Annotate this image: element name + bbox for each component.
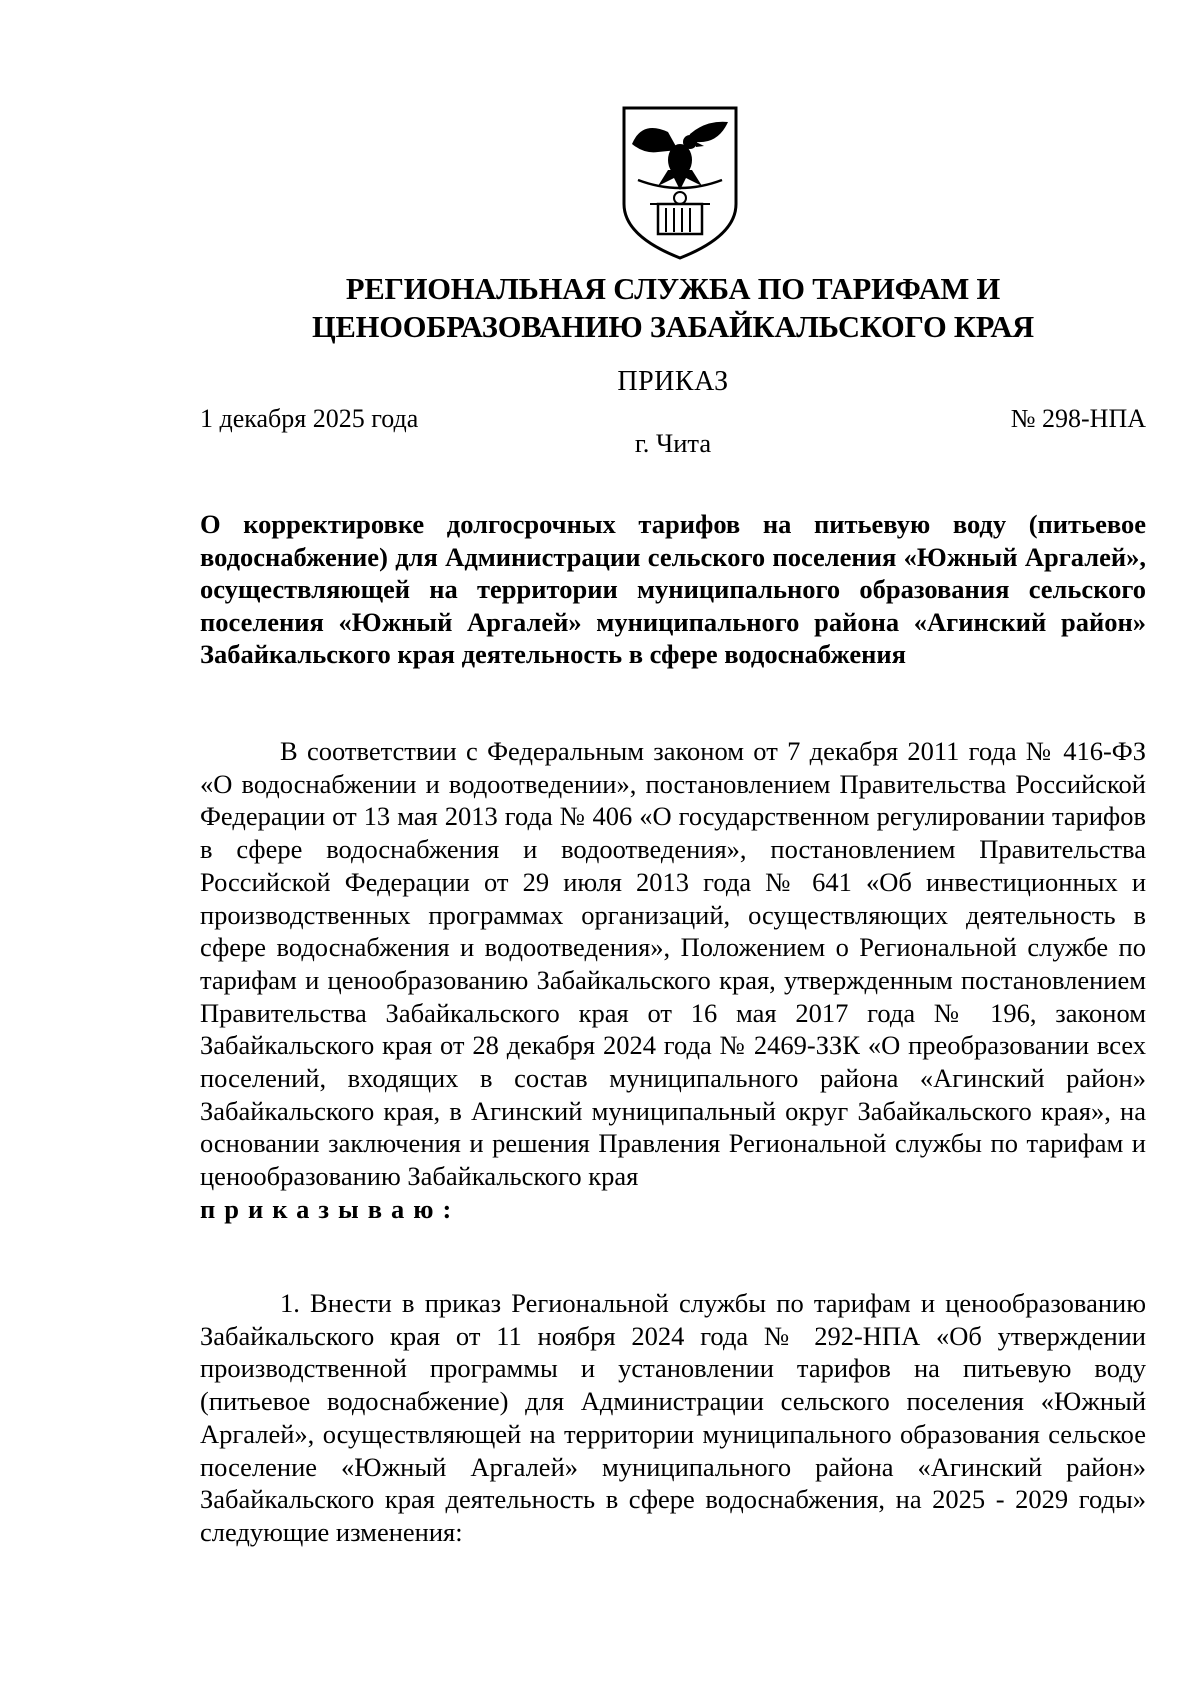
document-number: № 298-НПА — [1010, 404, 1146, 433]
document-city: г. Чита — [634, 428, 712, 458]
agency-title-line-1: РЕГИОНАЛЬНАЯ СЛУЖБА ПО ТАРИФАМ И — [345, 272, 1001, 306]
agency-title-line-2: ЦЕНООБРАЗОВАНИЮ ЗАБАЙКАЛЬСКОГО КРАЯ — [312, 310, 1034, 344]
preamble-text: В соответствии с Федеральным законом от 7 декабря 2011 года № 416-ФЗ «О водоснабжении и водоотведении», постановлением Правительства Российской Федерации от 13 мая 2013 года № 406 «О государственном регулировании тарифов в сфере водоснабжения и водоотведения», постановлением Правительства Российской Федерации от 29 июля 2013 года № 641 «Об инвестиционных и производственных программах организаций, осуществляющих деятельность в сфере водоснабжения и водоотведения», Положением о Региональной службе по тарифам и ценообразованию Забайкальского края, утвержденным постановлением Правительства Забайкальского края от 16 мая 2017 года № 196, законом Забайкальского края от 28 декабря 2024 года № 2469-ЗЗК «О преобразовании всех поселений, входящих в состав муниципального района «Агинский район» Забайкальского края, в Агинский муниципальный округ Забайкальского края», на основании заключения и решения Правления Региональной службы по тарифам и ценообразованию Забайкальского края — [200, 736, 1146, 1192]
coat-of-arms-emblem — [618, 104, 742, 262]
agency-title — [200, 270, 1146, 346]
document-subject: О корректировке долгосрочных тарифов на питьевую воду (питьевое водоснабжение) для Администрации сельского поселения «Южный Аргалей», осуществляющей на территории муниципального образования сельского поселения «Южный Аргалей» муниципального района «Агинский район» Забайкальского края деятельность в сфере водоснабжения — [200, 509, 1146, 670]
orders-word: приказываю: — [200, 1193, 461, 1224]
document-date: 1 декабря 2025 года — [200, 404, 419, 433]
preamble-paragraph — [200, 735, 1146, 1226]
item-1-paragraph: 1. Внести в приказ Региональной службы по тарифам и ценообразованию Забайкальского края от 11 ноября 2024 года № 292-НПА «Об утверждении производственной программы и установлении тарифов на питьевую воду (питьевое водоснабжение) для Администрации сельского поселения «Южный Аргалей», осуществляющей на территории муниципального образования сельское поселение «Южный Аргалей» муниципального района «Агинский район» Забайкальского края деятельность в сфере водоснабжения, на 2025 - 2029 годы» следующие изменения: — [200, 1288, 1146, 1547]
document-type: ПРИКАЗ — [617, 366, 729, 397]
